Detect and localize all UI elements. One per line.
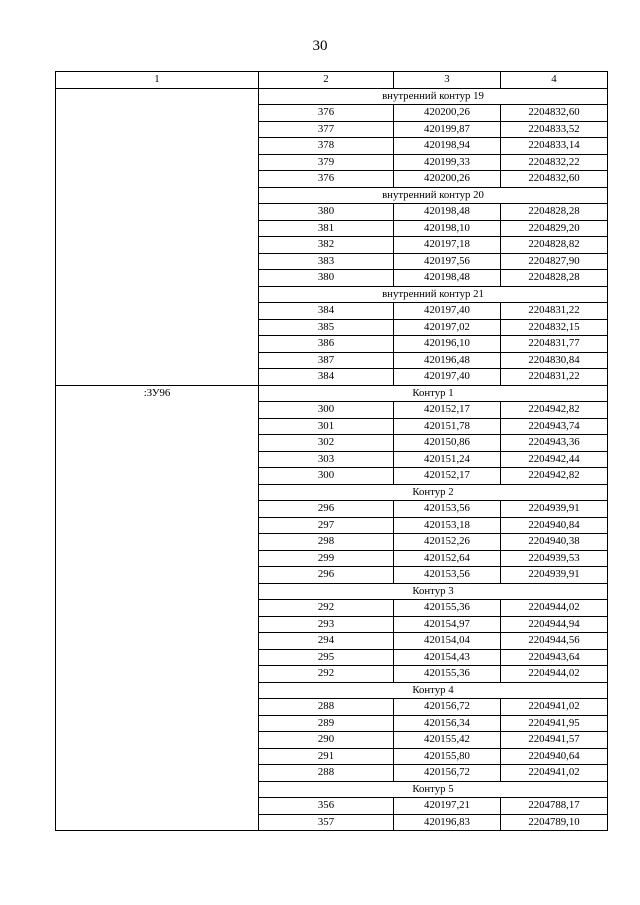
x-coordinate-cell: 420152,17 <box>394 468 501 485</box>
x-coordinate-cell: 420197,56 <box>394 253 501 270</box>
x-coordinate-cell: 420198,48 <box>394 204 501 221</box>
y-coordinate-cell: 2204943,64 <box>501 649 608 666</box>
point-number-cell: 292 <box>259 600 394 617</box>
point-number-cell: 376 <box>259 105 394 122</box>
x-coordinate-cell: 420154,43 <box>394 649 501 666</box>
point-number-cell: 382 <box>259 237 394 254</box>
point-number-cell: 387 <box>259 352 394 369</box>
parcel-cell <box>56 88 259 385</box>
x-coordinate-cell: 420153,56 <box>394 567 501 584</box>
contour-label-row <box>56 88 608 105</box>
contour-label-row <box>56 385 608 402</box>
y-coordinate-cell: 2204939,53 <box>501 550 608 567</box>
y-coordinate-cell: 2204832,60 <box>501 105 608 122</box>
x-coordinate-cell: 420152,26 <box>394 534 501 551</box>
point-number-cell: 384 <box>259 369 394 386</box>
point-number-cell: 288 <box>259 765 394 782</box>
contour-label: внутренний контур 19 <box>259 88 608 105</box>
point-number-cell: 295 <box>259 649 394 666</box>
y-coordinate-cell: 2204941,02 <box>501 765 608 782</box>
y-coordinate-cell: 2204944,02 <box>501 666 608 683</box>
point-number-cell: 357 <box>259 814 394 831</box>
point-number-cell: 384 <box>259 303 394 320</box>
point-number-cell: 288 <box>259 699 394 716</box>
x-coordinate-cell: 420197,40 <box>394 369 501 386</box>
coordinates-table <box>55 71 608 831</box>
point-number-cell: 381 <box>259 220 394 237</box>
contour-label: внутренний контур 20 <box>259 187 608 204</box>
x-coordinate-cell: 420150,86 <box>394 435 501 452</box>
point-number-cell: 299 <box>259 550 394 567</box>
x-coordinate-cell: 420197,40 <box>394 303 501 320</box>
y-coordinate-cell: 2204940,38 <box>501 534 608 551</box>
point-number-cell: 380 <box>259 270 394 287</box>
point-number-cell: 378 <box>259 138 394 155</box>
header-cell-4: 4 <box>501 72 608 89</box>
y-coordinate-cell: 2204833,52 <box>501 121 608 138</box>
y-coordinate-cell: 2204831,22 <box>501 303 608 320</box>
point-number-cell: 293 <box>259 616 394 633</box>
point-number-cell: 300 <box>259 402 394 419</box>
point-number-cell: 377 <box>259 121 394 138</box>
y-coordinate-cell: 2204939,91 <box>501 567 608 584</box>
point-number-cell: 383 <box>259 253 394 270</box>
y-coordinate-cell: 2204941,95 <box>501 715 608 732</box>
x-coordinate-cell: 420196,83 <box>394 814 501 831</box>
point-number-cell: 356 <box>259 798 394 815</box>
y-coordinate-cell: 2204830,84 <box>501 352 608 369</box>
x-coordinate-cell: 420196,48 <box>394 352 501 369</box>
y-coordinate-cell: 2204939,91 <box>501 501 608 518</box>
x-coordinate-cell: 420198,94 <box>394 138 501 155</box>
y-coordinate-cell: 2204829,20 <box>501 220 608 237</box>
page-number: 30 <box>312 38 328 54</box>
header-cell-1: 1 <box>56 72 259 89</box>
x-coordinate-cell: 420199,33 <box>394 154 501 171</box>
point-number-cell: 300 <box>259 468 394 485</box>
contour-label: Контур 5 <box>259 781 608 798</box>
point-number-cell: 289 <box>259 715 394 732</box>
point-number-cell: 379 <box>259 154 394 171</box>
y-coordinate-cell: 2204940,84 <box>501 517 608 534</box>
x-coordinate-cell: 420156,72 <box>394 765 501 782</box>
header-row <box>56 72 608 89</box>
x-coordinate-cell: 420154,97 <box>394 616 501 633</box>
point-number-cell: 385 <box>259 319 394 336</box>
x-coordinate-cell: 420155,80 <box>394 748 501 765</box>
point-number-cell: 303 <box>259 451 394 468</box>
y-coordinate-cell: 2204942,82 <box>501 402 608 419</box>
y-coordinate-cell: 2204944,94 <box>501 616 608 633</box>
x-coordinate-cell: 420200,26 <box>394 171 501 188</box>
x-coordinate-cell: 420197,21 <box>394 798 501 815</box>
x-coordinate-cell: 420197,18 <box>394 237 501 254</box>
y-coordinate-cell: 2204942,82 <box>501 468 608 485</box>
point-number-cell: 386 <box>259 336 394 353</box>
y-coordinate-cell: 2204944,56 <box>501 633 608 650</box>
header-cell-2: 2 <box>259 72 394 89</box>
point-number-cell: 302 <box>259 435 394 452</box>
y-coordinate-cell: 2204944,02 <box>501 600 608 617</box>
x-coordinate-cell: 420197,02 <box>394 319 501 336</box>
x-coordinate-cell: 420155,36 <box>394 600 501 617</box>
x-coordinate-cell: 420152,64 <box>394 550 501 567</box>
y-coordinate-cell: 2204831,77 <box>501 336 608 353</box>
point-number-cell: 376 <box>259 171 394 188</box>
contour-label: Контур 2 <box>259 484 608 501</box>
contour-label: внутренний контур 21 <box>259 286 608 303</box>
x-coordinate-cell: 420198,48 <box>394 270 501 287</box>
x-coordinate-cell: 420200,26 <box>394 105 501 122</box>
header-cell-3: 3 <box>394 72 501 89</box>
point-number-cell: 294 <box>259 633 394 650</box>
x-coordinate-cell: 420151,78 <box>394 418 501 435</box>
point-number-cell: 380 <box>259 204 394 221</box>
x-coordinate-cell: 420152,17 <box>394 402 501 419</box>
y-coordinate-cell: 2204943,74 <box>501 418 608 435</box>
y-coordinate-cell: 2204942,44 <box>501 451 608 468</box>
x-coordinate-cell: 420155,36 <box>394 666 501 683</box>
point-number-cell: 301 <box>259 418 394 435</box>
y-coordinate-cell: 2204788,17 <box>501 798 608 815</box>
y-coordinate-cell: 2204831,22 <box>501 369 608 386</box>
x-coordinate-cell: 420156,34 <box>394 715 501 732</box>
contour-label: Контур 1 <box>259 385 608 402</box>
x-coordinate-cell: 420153,56 <box>394 501 501 518</box>
x-coordinate-cell: 420155,42 <box>394 732 501 749</box>
point-number-cell: 296 <box>259 501 394 518</box>
x-coordinate-cell: 420151,24 <box>394 451 501 468</box>
y-coordinate-cell: 2204833,14 <box>501 138 608 155</box>
y-coordinate-cell: 2204940,64 <box>501 748 608 765</box>
y-coordinate-cell: 2204941,57 <box>501 732 608 749</box>
y-coordinate-cell: 2204941,02 <box>501 699 608 716</box>
point-number-cell: 298 <box>259 534 394 551</box>
y-coordinate-cell: 2204832,15 <box>501 319 608 336</box>
point-number-cell: 292 <box>259 666 394 683</box>
point-number-cell: 290 <box>259 732 394 749</box>
parcel-cell: :ЗУ96 <box>56 385 259 831</box>
y-coordinate-cell: 2204943,36 <box>501 435 608 452</box>
point-number-cell: 296 <box>259 567 394 584</box>
point-number-cell: 291 <box>259 748 394 765</box>
x-coordinate-cell: 420156,72 <box>394 699 501 716</box>
x-coordinate-cell: 420153,18 <box>394 517 501 534</box>
y-coordinate-cell: 2204828,82 <box>501 237 608 254</box>
x-coordinate-cell: 420196,10 <box>394 336 501 353</box>
point-number-cell: 297 <box>259 517 394 534</box>
table-body <box>56 72 608 831</box>
y-coordinate-cell: 2204789,10 <box>501 814 608 831</box>
x-coordinate-cell: 420198,10 <box>394 220 501 237</box>
y-coordinate-cell: 2204828,28 <box>501 204 608 221</box>
contour-label: Контур 4 <box>259 682 608 699</box>
y-coordinate-cell: 2204832,60 <box>501 171 608 188</box>
y-coordinate-cell: 2204828,28 <box>501 270 608 287</box>
contour-label: Контур 3 <box>259 583 608 600</box>
y-coordinate-cell: 2204832,22 <box>501 154 608 171</box>
y-coordinate-cell: 2204827,90 <box>501 253 608 270</box>
x-coordinate-cell: 420154,04 <box>394 633 501 650</box>
x-coordinate-cell: 420199,87 <box>394 121 501 138</box>
